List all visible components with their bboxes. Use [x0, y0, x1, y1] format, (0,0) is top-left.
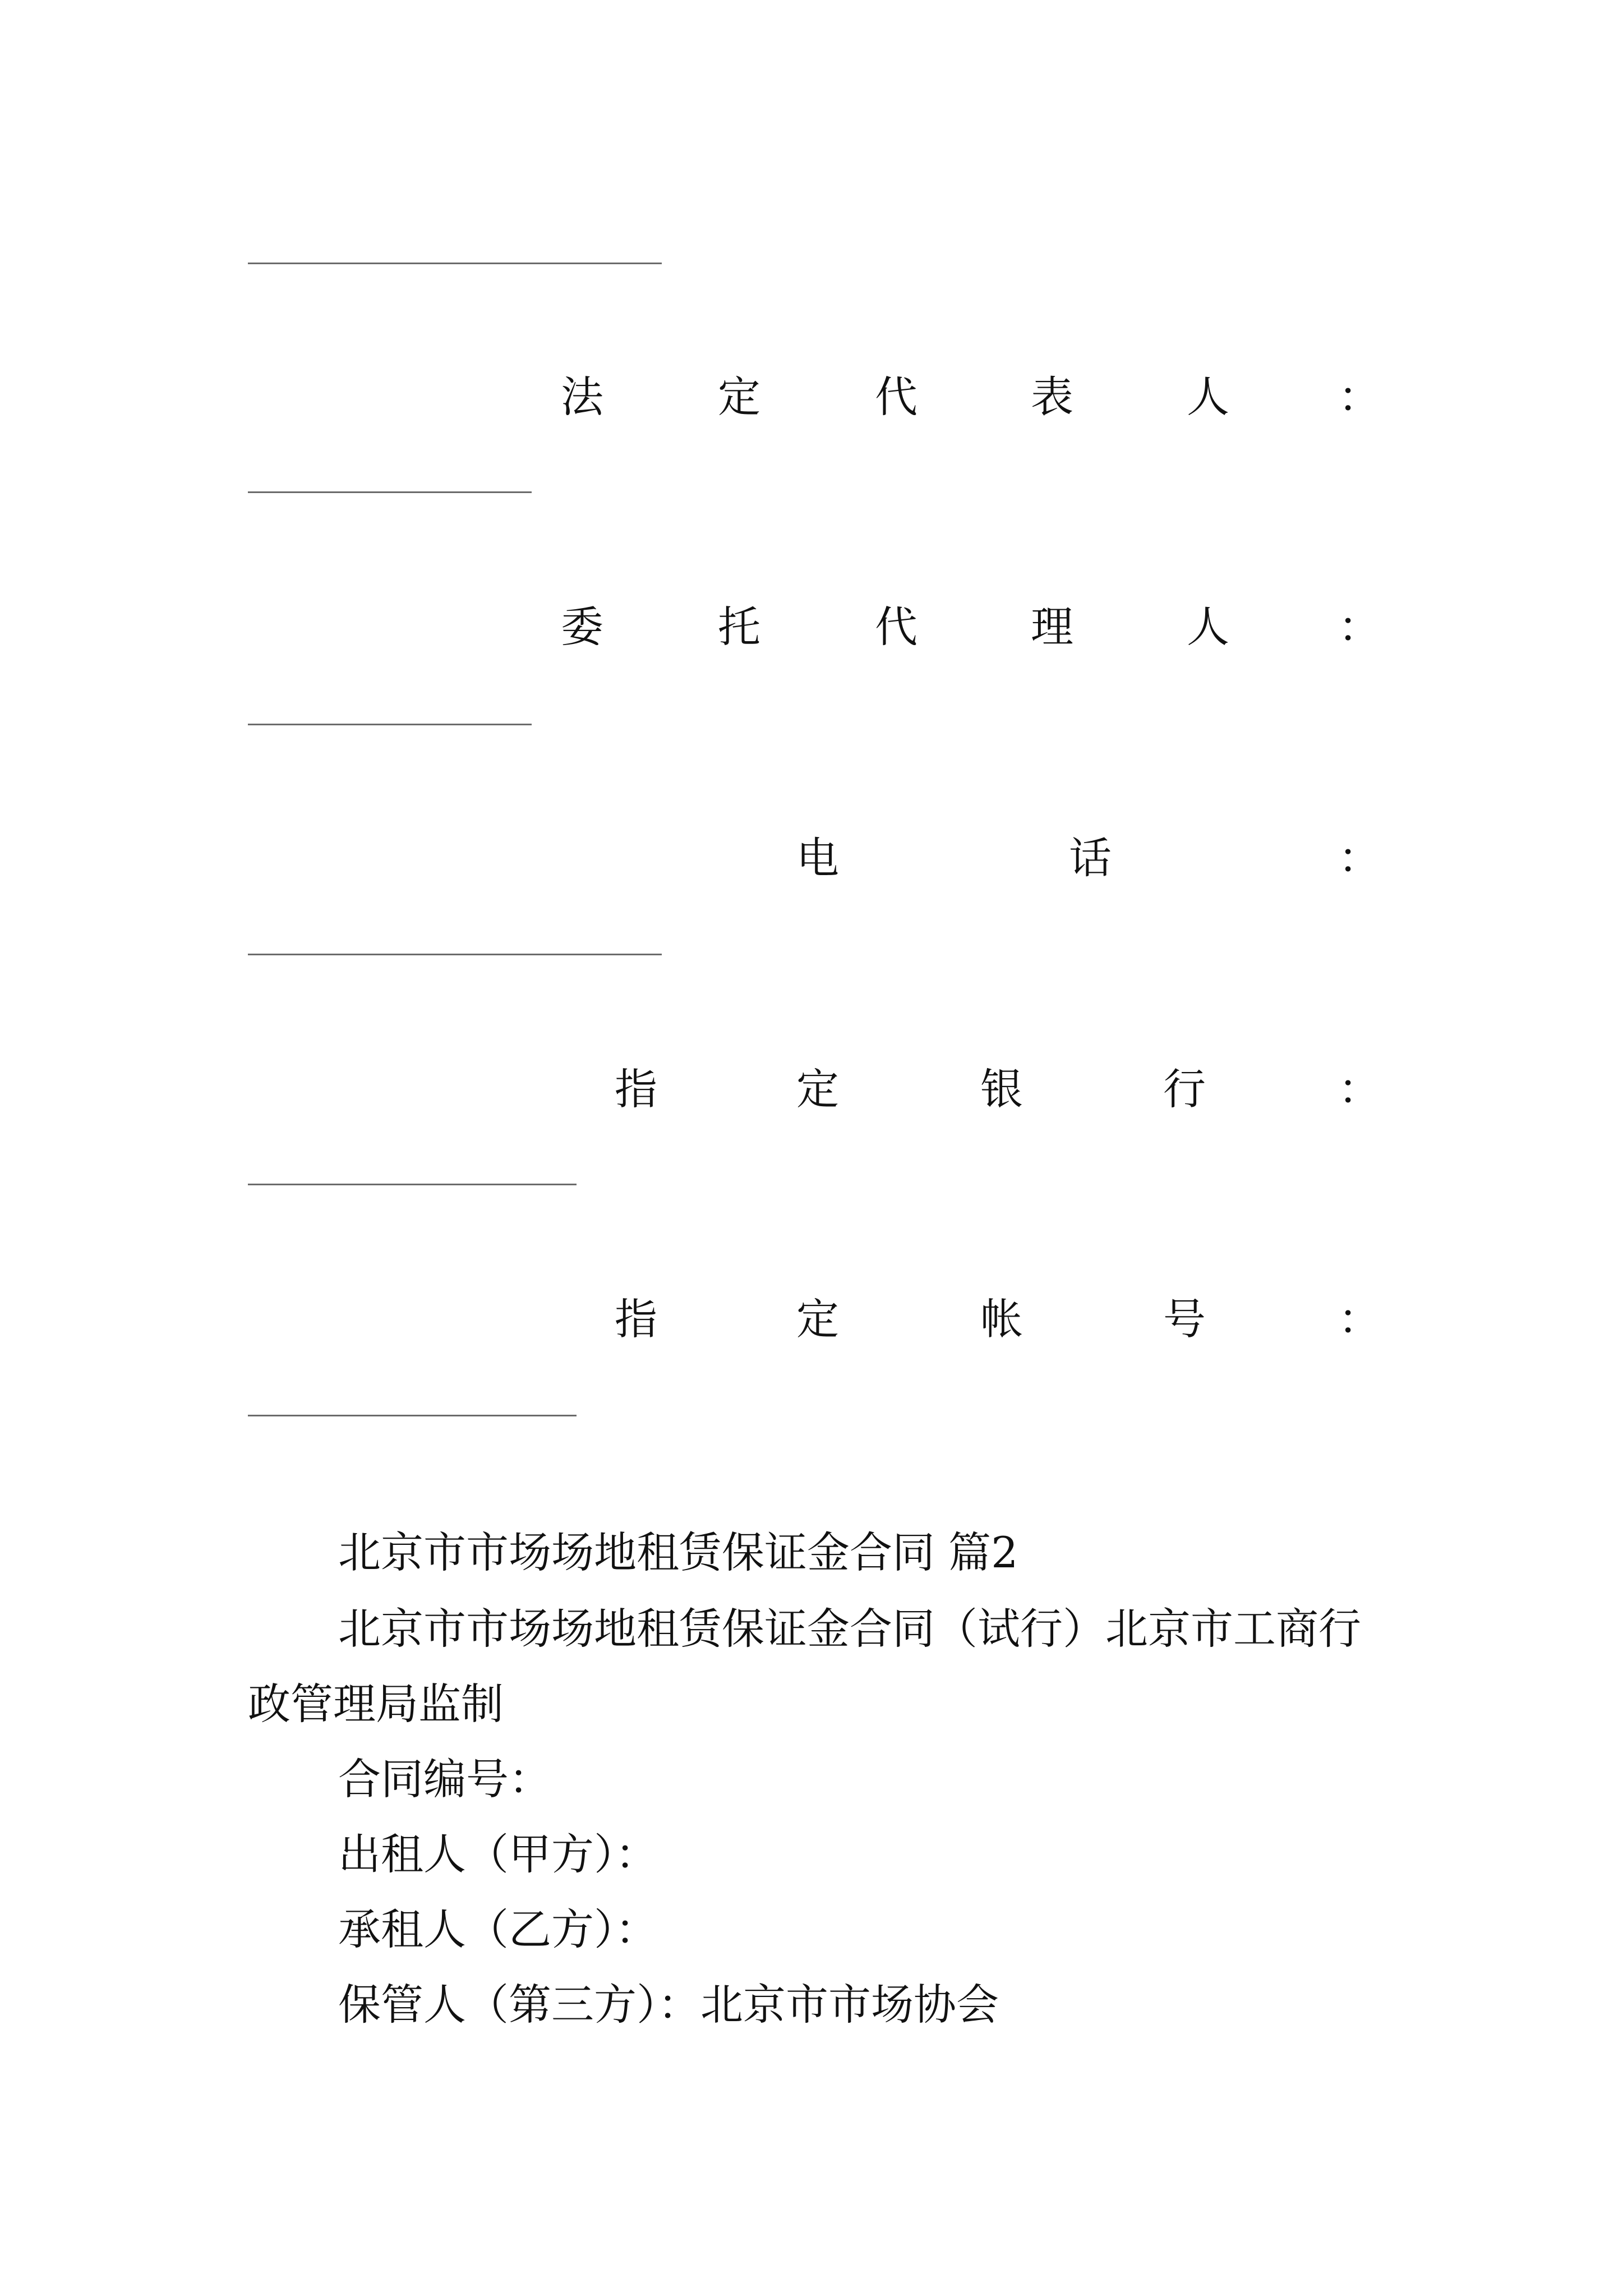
label-colon: ：	[1338, 372, 1381, 422]
legal-representative-blank	[248, 491, 532, 493]
label-colon: ：	[1338, 833, 1381, 883]
phone-blank	[248, 954, 662, 955]
label-char: 理	[1031, 602, 1073, 652]
lessee-line: 承租人（乙方）：	[338, 1904, 658, 1954]
custodian-line: 保管人（第三方）：北京市市场协会	[338, 1980, 999, 2030]
legal-representative-label	[0, 364, 1623, 431]
label-colon: ：	[1338, 1064, 1381, 1114]
label-char: 电	[796, 833, 839, 883]
label-char: 代	[875, 602, 917, 652]
contract-title-line-1: 北京市市场场地租赁保证金合同（试行）北京市工商行	[338, 1604, 1361, 1654]
label-char: 行	[1163, 1064, 1206, 1114]
label-colon: ：	[1338, 1294, 1381, 1344]
label-char: 定	[718, 372, 760, 422]
designated-account-blank	[248, 1415, 577, 1416]
label-char: 人	[1187, 602, 1229, 652]
label-char: 法	[561, 372, 603, 422]
label-char: 人	[1187, 372, 1229, 422]
label-char: 定	[796, 1064, 839, 1114]
designated-bank-blank	[248, 1184, 577, 1185]
label-char: 指	[615, 1294, 657, 1344]
label-char: 银	[980, 1064, 1023, 1114]
label-char: 委	[561, 602, 603, 652]
label-char: 指	[615, 1064, 657, 1114]
contract-title-line-2: 政管理局监制	[248, 1679, 504, 1729]
lessor-line: 出租人（甲方）：	[338, 1829, 658, 1879]
section-heading: 北京市市场场地租赁保证金合同 篇2	[338, 1527, 1018, 1577]
label-char: 帐	[980, 1294, 1023, 1344]
label-char: 代	[875, 372, 917, 422]
authorized-agent-label	[0, 593, 1623, 661]
blank-line-top	[248, 263, 662, 264]
contract-number-line: 合同编号：	[338, 1754, 551, 1804]
authorized-agent-blank	[248, 724, 532, 725]
label-char: 定	[796, 1294, 839, 1344]
label-char: 表	[1031, 372, 1073, 422]
label-char: 托	[718, 602, 760, 652]
label-colon: ：	[1338, 602, 1381, 652]
label-char: 号	[1163, 1294, 1206, 1344]
designated-account-label	[0, 1286, 1623, 1353]
designated-bank-label	[0, 1056, 1623, 1123]
phone-label	[0, 825, 1623, 892]
label-char: 话	[1069, 833, 1112, 883]
